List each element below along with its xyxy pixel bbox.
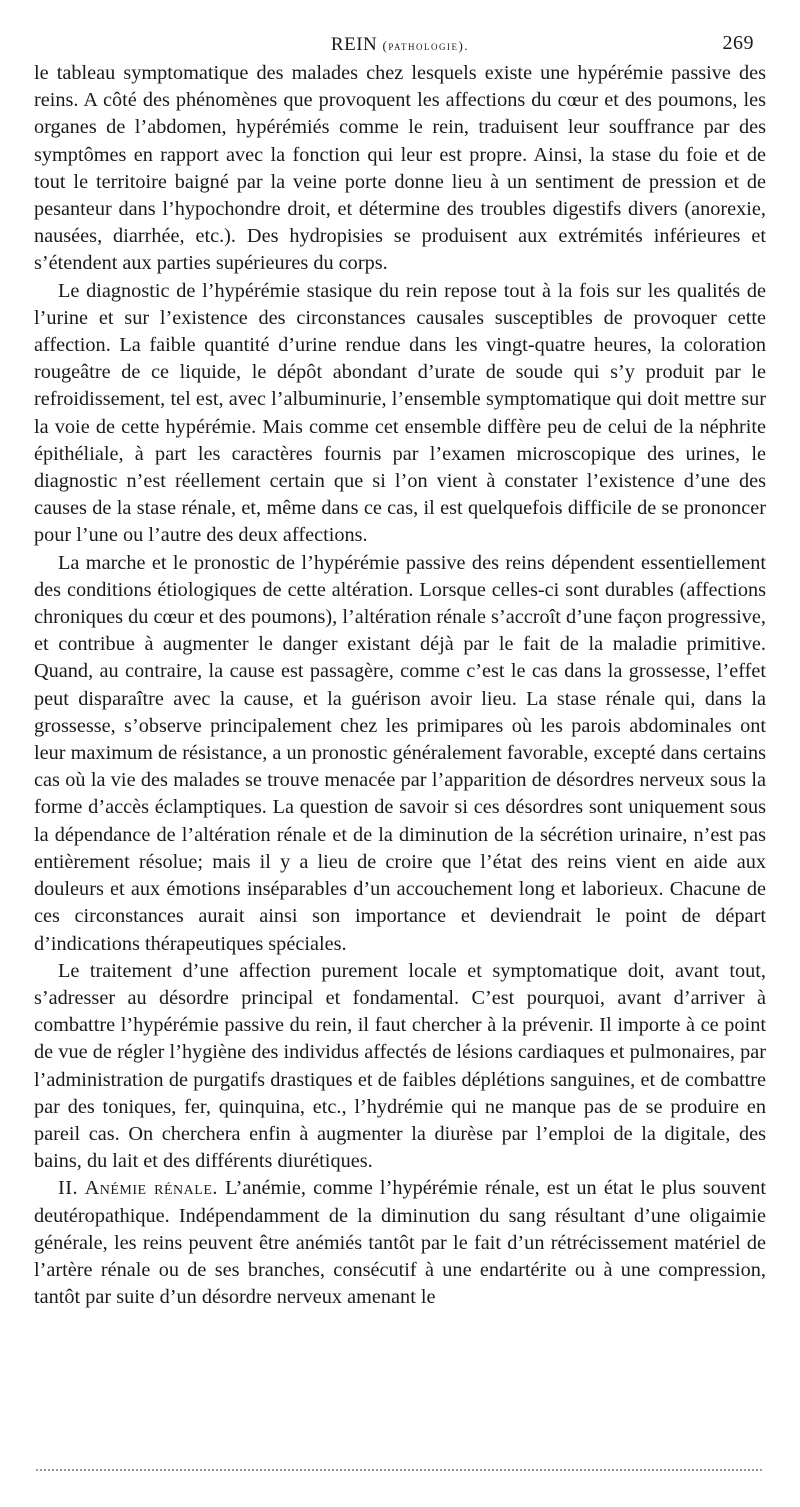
paragraph-1: le tableau symptomatique des malades chez lesquels existe une hypérémie passive des reins. A côté des phénomènes que provoquent les affections du cœur et des poumons, les organes de l’abdomen, hypérémiés comme le rein, traduisent leur souffrance par des symptômes en rapport avec la fonction qui leur est propre. Ainsi, la stase du foie et de tout le territoire baigné par la veine porte donne lieu à un sentiment de pression et de pesanteur dans l’hypochondre droit, et détermine des troubles digestifs divers (anorexie, nausées, diarrhée, etc.). Des hydropisies se produisent aux extrémités inférieures et s’étendent aux parties supérieures du corps. [34,62,766,275]
running-head-title: REIN [330,34,378,55]
book-page [34,28,766,1311]
paragraph-5-text: L’anémie, comme l’hypérémie rénale, est un état le plus souvent deutéropathique. Indépendamment de la diminution du sang résultant d’une oligaimie générale, les reins peuvent être anémiés tantôt par le fait d’un rétrécissement matériel de l’artère rénale ou de ses branches, consécutif à une endartérite ou à une compression, tantôt par suite d’un désordre nerveux amenant le [34,1177,766,1309]
running-head-subtitle: (pathologie). [382,38,470,53]
paragraph-2: Le diagnostic de l’hypérémie stasique du rein repose tout à la fois sur les qualités de l’urine et sur l’existence des circonstances causales susceptibles de provoquer cette affection. La faible quantité d’urine rendue dans les vingt-quatre heures, la coloration rougeâtre de ce liquide, le dépôt abondant d’urate de soude qui s’y produit par le refroidissement, tel est, avec l’albuminurie, l’ensemble symptomatique qui doit mettre sur la voie de cette hypérémie. Mais comme cet ensemble diffère peu de celui de la néphrite épithéliale, à part les caractères fournis par l’examen microscopique des urines, le diagnostic n’est réellement certain que si l’on vient à constater l’existence d’une des causes de la stase rénale, et, même dans ce cas, il est quelquefois difficile de se prononcer pour l’une ou l’autre des deux affections. [34,279,766,547]
footer-dotted-rule [36,1469,762,1471]
section-heading: II. Anémie rénale. [58,1177,218,1200]
page-number: 269 [722,32,754,54]
paragraph-3: La marche et le pronostic de l’hypérémie passive des reins dépendent essentiellement des conditions étiologiques de cette altération. Lorsque celles-ci sont durables (affections chroniques du cœur et des poumons), l’altération rénale s’accroît d’une façon progressive, et contribue à augmenter le danger existant déjà par le fait de la maladie primitive. Quand, au contraire, la cause est passagère, comme c’est le cas dans la grossesse, l’effet peut disparaître avec la cause, et la guérison avoir lieu. La stase rénale qui, dans la grossesse, s’observe principalement chez les primipares où les parois abdominales ont leur maximum de résistance, a un pronostic généralement favorable, excepté dans certains cas où la vie des malades se trouve menacée par l’apparition de désordres nerveux sous la forme d’accès éclamptiques. La question de savoir si ces désordres sont uniquement sous la dépendance de l’altération rénale et de la diminution de la sécrétion urinaire, n’est pas entièrement résolue; mais il y a lieu de croire que l’état des reins vient en aide aux douleurs et aux émotions inséparables d’un accouchement long et laborieux. Chacune de ces circonstances aurait ainsi son importance et deviendrait le point de départ d’indications thérapeutiques spéciales. [34,551,766,955]
running-head [34,34,766,56]
page-header [34,28,766,60]
paragraph-5 [34,1175,766,1311]
paragraph-4: Le traitement d’une affection purement locale et symptomatique doit, avant tout, s’adresser au désordre principal et fondamental. C’est pourquoi, avant d’arriver à combattre l’hypérémie passive du rein, il faut chercher à la prévenir. Il importe à ce point de vue de régler l’hygiène des individus affectés de lésions cardiaques et pulmonaires, par l’administration de purgatifs drastiques et de faibles déplétions sanguines, et de combattre par des toniques, fer, quinquina, etc., l’hydrémie qui ne manque pas de se produire en pareil cas. On cherchera enfin à augmenter la diurèse par l’emploi de la digitale, des bains, du lait et des différents diurétiques. [34,959,766,1173]
body-text [34,60,766,1311]
